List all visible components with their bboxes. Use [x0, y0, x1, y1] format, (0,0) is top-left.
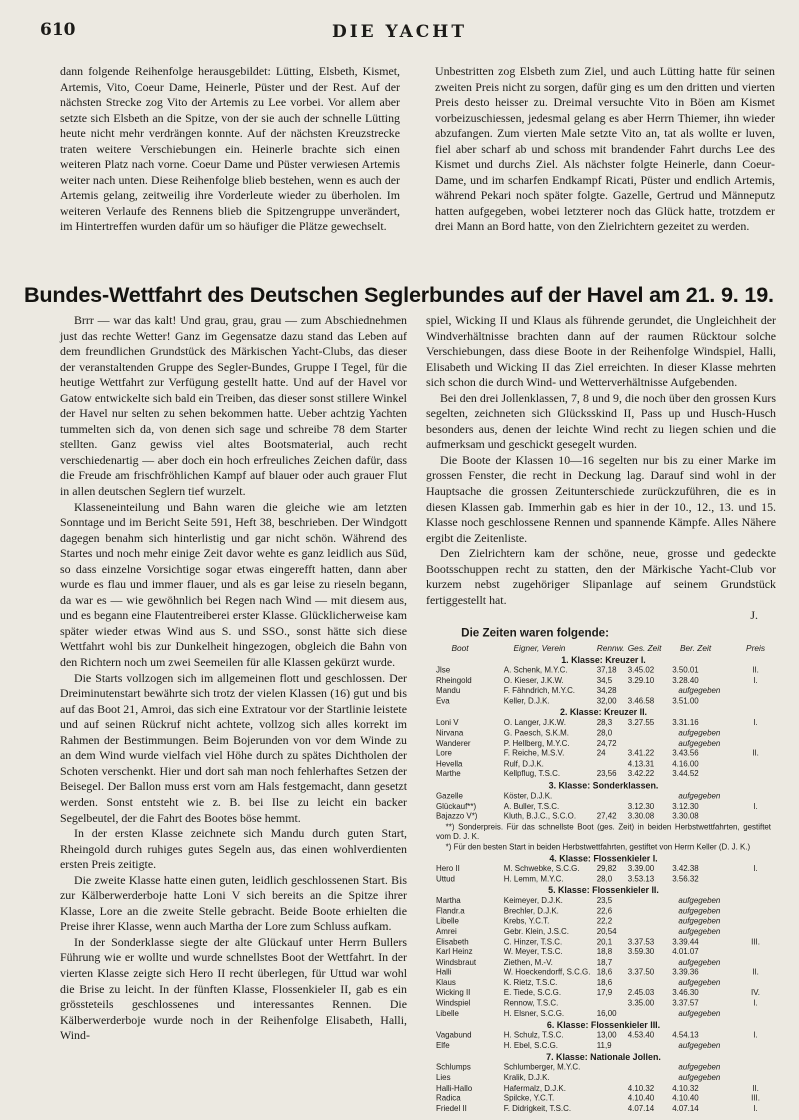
- total-time-cell: 4.10.32: [627, 1083, 655, 1093]
- total-time-cell: 4.07.14: [627, 1104, 655, 1113]
- paragraph: In der Sonderklasse siegte der alte Glückauf unter Herrn Bullers Führung wie er wollte und wurde schnellstes Boot der Wettfahrt. In der vierten Klasse zeigte sich Hero II recht überlegen, für Uttud war wohl die Brise zu leicht. In der fünften Klasse, Flossenkieler II, gab es ein grössteteils geschlossenes und interessantes Rennen. Die Kälberwerderboje wurde noch in der Reihenfolge Elisabeth, Halli, Wind-: [60, 934, 407, 1043]
- prize-cell: III.: [751, 1093, 760, 1103]
- paragraph: In der ersten Klasse zeichnete sich Mandu durch guten Start, Rheingold durch ruhiges gutes Segeln aus, das einen wohlverdienten ersten Preis zeitigte.: [60, 826, 407, 872]
- table-row: [436, 759, 771, 769]
- column-header-length: Rennw.: [596, 643, 625, 654]
- column-header-corrected-time: Ber. Zeit: [680, 643, 712, 654]
- prize-cell: [742, 812, 769, 822]
- boat-cell: Nirvana: [436, 728, 464, 738]
- table-row: [436, 1104, 771, 1114]
- owner-cell: W. Meyer, T.S.C.: [503, 947, 563, 957]
- total-time-cell: aufgegeben: [678, 1063, 721, 1072]
- owner-cell: K. Rietz, T.S.C.: [503, 978, 558, 988]
- total-time-cell: 3.41.22: [627, 749, 655, 758]
- table-row: [436, 917, 771, 927]
- results-body: [436, 654, 771, 1114]
- total-time-cell: 4.10.40: [627, 1093, 655, 1103]
- table-row: [436, 1094, 771, 1104]
- class-heading: 1. Klasse: Kreuzer I.: [561, 655, 646, 665]
- boat-cell: Lore: [436, 749, 452, 758]
- corrected-time-cell: 4.01.07: [672, 947, 699, 957]
- prize-cell: [742, 948, 769, 958]
- boat-cell: Windspiel: [436, 998, 471, 1008]
- boat-cell: Mandu: [436, 686, 461, 695]
- total-time-cell: 3.29.10: [627, 675, 655, 685]
- prize-cell: IV.: [751, 988, 761, 998]
- length-cell: 34,28: [596, 686, 617, 695]
- length-cell: 32,00: [596, 696, 617, 706]
- boat-cell: Hevella: [436, 759, 463, 769]
- total-time-cell: 3.30.08: [627, 812, 655, 821]
- total-time-cell: 3.27.55: [627, 718, 655, 728]
- total-time-cell: aufgegeben: [678, 957, 721, 967]
- total-time-cell: aufgegeben: [678, 916, 721, 926]
- corrected-time-cell: 3.44.52: [672, 769, 699, 779]
- total-time-cell: 4.13.31: [627, 759, 655, 769]
- table-row: [436, 729, 771, 739]
- article-right-column: [426, 313, 776, 624]
- paragraph: Den Zielrichtern kam der schöne, neue, grosse und gedeckte Bootsschuppen recht zu statten, den der Märkische Yacht-Club vor kurzem nebst zugehöriger Slipanlage auf seinem Grundstück fertiggestellt hat.: [426, 546, 776, 607]
- length-cell: 20,54: [596, 927, 617, 936]
- table-row: [436, 948, 771, 958]
- boat-cell: Radica: [436, 1093, 461, 1103]
- results-title: Die Zeiten waren folgende:: [461, 626, 610, 640]
- length-cell: 18,6: [596, 968, 613, 977]
- length-cell: 13,00: [596, 1030, 617, 1040]
- corrected-time-cell: 3.39.44: [672, 937, 699, 947]
- corrected-time-cell: 3.39.36: [672, 968, 699, 977]
- article-left-column: [60, 313, 407, 1044]
- table-row: [436, 958, 771, 968]
- boat-cell: Klaus: [436, 978, 456, 988]
- prize-cell: I.: [753, 864, 758, 873]
- length-cell: [597, 1084, 628, 1094]
- boat-cell: Elfe: [436, 1041, 450, 1050]
- boat-cell: Vagabund: [436, 1030, 472, 1040]
- total-time-cell: 3.37.50: [627, 968, 655, 977]
- owner-cell: Ziethen, M.-V.: [503, 957, 553, 967]
- length-cell: [597, 1094, 628, 1104]
- total-time-cell: 3.39.00: [627, 864, 655, 873]
- total-time-cell: 3.59.30: [627, 947, 655, 957]
- owner-cell: H. Ebel, S.C.G.: [503, 1041, 558, 1050]
- boat-cell: Libelle: [436, 1009, 459, 1018]
- length-cell: 37,18: [596, 665, 617, 675]
- prize-cell: II.: [752, 749, 759, 758]
- owner-cell: E. Tiede, S.C.G.: [503, 988, 562, 998]
- corrected-time-cell: 4.07.14: [672, 1104, 699, 1113]
- table-row: [436, 802, 771, 812]
- owner-cell: H. Lemm, M.Y.C.: [503, 874, 564, 884]
- boat-cell: Glückauf**): [436, 801, 477, 811]
- owner-cell: Keimeyer, D.J.K.: [503, 896, 563, 905]
- total-time-cell: 3.12.30: [627, 801, 655, 811]
- corrected-time-cell: 3.30.08: [672, 812, 699, 821]
- total-time-cell: aufgegeben: [678, 1073, 721, 1083]
- boat-cell: Marthe: [436, 769, 461, 779]
- table-row: [436, 812, 771, 822]
- boat-cell: Loni V: [436, 718, 459, 728]
- corrected-time-cell: 3.56.32: [672, 874, 699, 884]
- table-row: [436, 1041, 771, 1051]
- length-cell: 34,5: [596, 675, 613, 685]
- length-cell: [597, 1073, 628, 1083]
- length-cell: 24,72: [596, 738, 617, 748]
- table-row: [436, 739, 771, 749]
- table-row: [436, 1063, 771, 1073]
- length-cell: 18,6: [596, 978, 613, 988]
- boat-cell: Hero II: [436, 864, 460, 873]
- owner-cell: Kluth, B.J.C., S.C.O.: [503, 812, 577, 821]
- corrected-time-cell: 3.50.01: [672, 665, 699, 675]
- table-row: [436, 999, 771, 1009]
- length-cell: [597, 802, 628, 812]
- table-row: [436, 937, 771, 947]
- owner-cell: O. Kieser, J.K.W.: [503, 675, 564, 685]
- table-row: [436, 896, 771, 906]
- length-cell: 28,0: [596, 874, 613, 884]
- owner-cell: Rulf, D.J.K.: [503, 759, 544, 769]
- boat-cell: Bajazzo V*): [436, 812, 478, 821]
- table-row: [436, 1031, 771, 1041]
- table-row: [436, 666, 771, 676]
- table-row: [436, 978, 771, 988]
- total-time-cell: 3.42.22: [627, 769, 655, 779]
- results-header-row: [436, 642, 771, 654]
- total-time-cell: 3.37.53: [627, 937, 655, 947]
- column-header-owner: Eigner, Verein: [513, 643, 566, 654]
- class-heading: 7. Klasse: Nationale Jollen.: [546, 1052, 661, 1063]
- paragraph: Die Boote der Klassen 10—16 segelten nur bis zu einer Marke im grossen Fenster, die recht in Deckung lag. Darauf sind wohl in der Hauptsache die grossen Zeitunterschiede zurückzuführen, die es in diesen Klassen gab. Immerhin gab es hier in der 10., 12., 13. und 15. Klasse noch geschlossene Rennen und spannende Kämpfe. Alles Nähere ergibt die Zeitenliste.: [426, 452, 776, 545]
- corrected-time-cell: 3.43.56: [672, 749, 699, 758]
- boat-cell: Rheingold: [436, 675, 472, 685]
- total-time-cell: aufgegeben: [678, 686, 721, 695]
- prize-cell: I.: [753, 1030, 758, 1040]
- length-cell: 27,42: [596, 812, 617, 821]
- table-row: [436, 1009, 771, 1019]
- owner-cell: A. Schenk, M.Y.C.: [503, 665, 568, 675]
- table-row: [436, 749, 771, 759]
- table-row: [436, 1073, 771, 1083]
- corrected-time-cell: 3.51.00: [672, 696, 699, 706]
- class-heading: 4. Klasse: Flossenkieler I.: [549, 853, 658, 864]
- length-cell: 23,5: [596, 896, 613, 905]
- boat-cell: Friedel II: [436, 1104, 467, 1113]
- column-header-prize: Preis: [746, 643, 766, 654]
- paragraph: dann folgende Reihenfolge herausgebildet: Lütting, Elsbeth, Kismet, Artemis, Vito, Coeur Dame, Heinerle, Püster und der Rest. Auf der nächsten Strecke zog Vito der Artemis zu Lee vorbei. Vor allem aber setzte sich Elsbeth an die Spitze, von der sie auch der schnelle Lütting heute nicht mehr verdrängen konnte. Auf der nächsten Kreuzstrecke traten weitere Verschiebungen ein. Heinerle brachte sich einen weiteren Platz nach vorne. Coeur Dame und Püster verwiesen Artemis weiter nach unten. Diese Reihenfolge blieb bestehen, wenn es auch der Artemis gelang, zeitweilig ihre Vorderleute wieder zu überholen. Im weiteren Verlaufe des Rennens blieb die Spitzengruppe unverändert, im Hintertreffen wurden dafür um so häufiger die Plätze gewechselt.: [60, 64, 400, 234]
- owner-cell: Rennow, T.S.C.: [503, 998, 559, 1008]
- prize-cell: III.: [751, 937, 760, 947]
- boat-cell: Amrei: [436, 927, 457, 936]
- corrected-time-cell: 3.28.40: [672, 675, 699, 685]
- boat-cell: Libelle: [436, 916, 459, 926]
- table-row: [436, 907, 771, 917]
- boat-cell: Elisabeth: [436, 937, 469, 947]
- table-row: [436, 874, 771, 884]
- table-row: [436, 686, 771, 696]
- owner-cell: F. Fähndrich, M.Y.C.: [503, 686, 576, 695]
- paragraph: Brrr — war das kalt! Und grau, grau, grau — zum Abschiednehmen just das rechte Wetter! Ganz im Gegensatze dazu stand das Leben auf dem freundlichen Grundstück des Märkischen Yacht-Clubs, das dieser der veranstaltenden Gruppe des Segler-Bundes, Gruppe I Tegel, für die heutige Wettfahrt zur Verfügung gestellt hatte. Und auf der Havel vor Gatow entwickelte sich bald ein Treiben, das dieser sonst stillere Winkel der Havel nur selten zu sehen bekommen hatte. Ueber achtzig Yachten tummelten sich da, von denen sich sage und schreibe 78 dem Starter stellten. Ganz gewiss viel altes Bootsmaterial, auch recht verschiedenartig — aber doch ein hoch erfreuliches Zeichen dafür, dass die Freude am frischfröhlichen Kampf auf blauer oder auch grauer Flut in allen deutschen Seglern tief wurzelt.: [60, 313, 407, 499]
- length-cell: [597, 1104, 628, 1114]
- owner-cell: Köster, D.J.K.: [503, 791, 553, 801]
- total-time-cell: aufgegeben: [678, 896, 721, 905]
- prize-cell: [742, 696, 769, 706]
- paragraph: Die zweite Klasse hatte einen guten, leidlich geschlossenen Start. Bis zur Kälberwerderboje hatte Loni V sich bereits an die Spitze ihrer Klasse, Lore an die zweite Stelle gebracht. Beide Boote erhielten die Preise ihrer Klasse, wenn auch Martha der Lore zum Schluss aufkam.: [60, 872, 407, 934]
- footnote: **) Sonderpreis. Für das schnellste Boot (ges. Zeit) in beiden Herbstwettfahrten, gestiftet vom D. J. K.: [436, 822, 772, 842]
- table-row: [436, 1084, 771, 1094]
- boat-cell: Wanderer: [436, 738, 471, 748]
- boat-cell: Gazelle: [436, 791, 463, 801]
- total-time-cell: 3.53.13: [627, 874, 655, 884]
- prize-cell: II.: [752, 1083, 759, 1093]
- prize-cell: I.: [753, 718, 758, 728]
- corrected-time-cell: 3.46.30: [672, 988, 699, 998]
- table-row: [436, 864, 771, 874]
- paragraph: spiel, Wicking II und Klaus als führende gerundet, die Ungleichheit der Windverhältnisse brachten dann auf der raumen Rücktour solche Verschiebungen, dass diese Boote in der Reihenfolge Windspiel, Halli, Elisabeth und Wicking II das Ziel erreichten. In dieser Klasse mehrten sich schon die durch Wind- und Wetterverhältnisse Aufgebenden.: [426, 313, 776, 390]
- paragraph: Klasseneinteilung und Bahn waren die gleiche wie am letzten Sonntage und im Bericht Seite 591, Heft 38, beschrieben. Der Windgott dagegen benahm sich hinterlistig und gar nicht schön. Während des Startes und noch mehr einige Zeit davor wehte es ganz leidlich aus Süd, so dass einzelne Vorsichtige sogar etwas eingerefft hatten, dann aber wurde es flau und immer flauer, und als es gar leise zu rieseln begann, da war es — wie gewöhnlich bei Regen nach Wind — mit diesem aus, und es begann eine Flautentreiberei erster Klasse. Glücklicherweise kam später wieder etwas Wind aus S. und SSO., sonst hätte sich diese Wettfahrt wohl bis zur Dunkelheit hingezogen, obgleich die Bahn von den Richtern noch um zwei Seemeilen für alle Klassen gekürzt wurde.: [60, 499, 407, 670]
- paragraph: Bei den drei Jollenklassen, 7, 8 und 9, die noch über den grossen Kurs segelten, zeichneten sich Glücksskind II, Pass up und Husch-Husch besonders aus, denen der leichte Wind recht zu liegen schien und die aufmerksam und geschickt gesegelt wurden.: [426, 390, 776, 452]
- owner-cell: Kellpflug, T.S.C.: [503, 769, 561, 779]
- running-title: DIE YACHT: [331, 22, 468, 42]
- corrected-time-cell: 3.37.57: [672, 998, 699, 1008]
- owner-cell: P. Hellberg, M.Y.C.: [503, 738, 570, 748]
- table-row: [436, 696, 771, 706]
- length-cell: 22,6: [596, 906, 613, 916]
- length-cell: [597, 999, 628, 1009]
- column-header-total-time: Ges. Zeit: [627, 643, 662, 654]
- length-cell: [597, 792, 628, 802]
- boat-cell: Eva: [436, 696, 450, 706]
- total-time-cell: 3.35.00: [627, 998, 655, 1008]
- total-time-cell: aufgegeben: [678, 728, 721, 738]
- length-cell: [597, 759, 628, 769]
- owner-cell: G. Paesch, S.K.M.: [503, 728, 569, 738]
- length-cell: 28,3: [596, 718, 613, 728]
- length-cell: 11,9: [596, 1041, 612, 1050]
- prize-cell: [742, 770, 769, 780]
- owner-cell: W. Hoeckendorff, S.C.G.: [503, 968, 591, 977]
- owner-cell: Hafermalz, D.J.K.: [503, 1083, 566, 1093]
- corrected-time-cell: 4.10.40: [672, 1093, 699, 1103]
- total-time-cell: aufgegeben: [678, 1009, 721, 1018]
- results-table: [436, 626, 771, 1114]
- total-time-cell: aufgegeben: [678, 1041, 721, 1050]
- prize-cell: I.: [753, 675, 758, 685]
- article-title: Bundes-Wettfahrt des Deutschen Seglerbundes auf der Havel am 21. 9. 19.: [24, 282, 774, 307]
- total-time-cell: aufgegeben: [678, 791, 721, 801]
- table-row: [436, 927, 771, 937]
- owner-cell: Gebr. Klein, J.S.C.: [503, 927, 569, 936]
- class-heading: 3. Klasse: Sonderklassen.: [548, 780, 659, 791]
- owner-cell: Kralik, D.J.K.: [503, 1073, 550, 1083]
- boat-cell: Halli: [436, 968, 452, 977]
- length-cell: [597, 1063, 628, 1073]
- table-row: [436, 989, 771, 999]
- prize-cell: I.: [753, 998, 758, 1008]
- owner-cell: H. Elsner, S.C.G.: [503, 1009, 565, 1018]
- class-heading: 6. Klasse: Flossenkieler III.: [546, 1020, 661, 1031]
- prize-cell: I.: [753, 1104, 758, 1113]
- owner-cell: F. Didrigkeit, T.S.C.: [503, 1104, 572, 1113]
- length-cell: 23,56: [596, 769, 617, 779]
- column-header-boat: Boot: [451, 643, 469, 654]
- total-time-cell: 2.45.03: [627, 988, 655, 998]
- total-time-cell: aufgegeben: [678, 738, 721, 748]
- boat-cell: Wicking II: [436, 988, 471, 998]
- page-number: 610: [40, 20, 76, 40]
- total-time-cell: 3.45.02: [627, 665, 655, 675]
- prize-cell: II.: [752, 665, 759, 675]
- owner-cell: C. Hinzer, T.S.C.: [503, 937, 563, 947]
- total-time-cell: 3.46.58: [627, 696, 655, 706]
- corrected-time-cell: 4.10.32: [672, 1083, 699, 1093]
- boat-cell: Karl Heinz: [436, 947, 473, 957]
- length-cell: 22,2: [596, 916, 613, 926]
- corrected-time-cell: 3.42.38: [672, 864, 699, 873]
- prize-cell: II.: [752, 968, 759, 977]
- footnote: *) Für den besten Start in beiden Herbstwettfahrten, gestiftet von Herrn Keller (D. J. K.): [445, 842, 751, 852]
- owner-cell: Krebs, Y.C.T.: [503, 916, 550, 926]
- length-cell: 28,0: [596, 728, 613, 738]
- boat-cell: Jlse: [436, 665, 451, 675]
- owner-cell: M. Schwebke, S.C.G.: [503, 864, 580, 873]
- boat-cell: Halli-Hallo: [436, 1083, 473, 1093]
- total-time-cell: 4.53.40: [627, 1030, 655, 1040]
- previous-article-right-column: [435, 64, 775, 235]
- owner-cell: O. Langer, J.K.W.: [503, 718, 566, 728]
- prize-cell: [742, 759, 769, 769]
- owner-cell: H. Schulz, T.S.C.: [503, 1030, 564, 1040]
- table-row: [436, 792, 771, 802]
- corrected-time-cell: 3.31.16: [672, 718, 699, 728]
- owner-cell: Spilcke, Y.C.T.: [503, 1093, 555, 1103]
- table-row: [436, 968, 771, 978]
- total-time-cell: aufgegeben: [678, 978, 721, 988]
- table-row: [436, 718, 771, 728]
- author-signature: J.: [750, 608, 758, 623]
- owner-cell: Schlumberger, M.Y.C.: [503, 1063, 581, 1072]
- owner-cell: Brechler, D.J.K.: [503, 906, 559, 916]
- prize-cell: [742, 874, 769, 884]
- boat-cell: Uttud: [436, 874, 455, 884]
- length-cell: 18,7: [596, 957, 613, 967]
- table-row: [436, 676, 771, 686]
- boat-cell: Lies: [436, 1073, 451, 1083]
- corrected-time-cell: 4.16.00: [672, 759, 699, 769]
- length-cell: 17,9: [596, 988, 613, 998]
- corrected-time-cell: 4.54.13: [672, 1030, 699, 1040]
- length-cell: 24: [596, 749, 606, 758]
- length-cell: 29,82: [596, 864, 617, 873]
- boat-cell: Windsbraut: [436, 957, 477, 967]
- paragraph: Die Starts vollzogen sich im allgemeinen flott und geschlossen. Der Dreiminutenstart bewährte sich trotz der vielen Klassen (16) gut und bis auf das Boot 21, Amroi, das sich eine Extratour vor der Startlinie leistete und auf seinen Rückruf nicht achtete, vollzog sich alles korrekt im Rahmen der Bestimmungen. Beim Bojerunden von vor dem Winde zu an dem Wind wurde vielfach viel Höhe durch zu spätes Dichtholen der Schoten verschenkt. Hier und dort sah man noch fehlerhaftes Setzen der Beisegel. Der Ballon muss erst vorn am Hals festgemacht, dann gesetzt werden. Sonst entsteht wie z. B. bei Ilse zu leicht ein backer Segelbeutel, der die Fahrt des Bootes böse hemmt.: [60, 670, 407, 825]
- previous-article-left-column: [60, 64, 400, 235]
- paragraph: Unbestritten zog Elsbeth zum Ziel, und auch Lütting hatte für seinen zweiten Preis nicht zu sorgen, dafür ging es um den dritten und vierten Preis desto heisser zu. Dreimal versuchte Vito in Böen am Kismet vorbeizuschiessen, jedesmal gelang es aber Herrn Thiemer, ihn wieder abzufangen. Zum vierten Male setzte Vito an, tat als wollte er luven, fiel aber scharf ab und schoss mit brandender Fahrt durchs Lee des Kismet und durchs Ziel. Als nächster folgte Heinerle, dann Coeur-Dame, und im scharfen Endkampf Ricati, Püster und endlich Artemis, während Pekari noch später folgte. Gazelle, Gertrud und Männeputz hatten aufgegeben, wobei letzterer noch das Glück hatte, trotzdem er drei Mann an Bord hatte, von den Zielrichtern gezeitet zu werden.: [435, 64, 775, 234]
- owner-cell: Keller, D.J.K.: [503, 696, 550, 706]
- total-time-cell: aufgegeben: [678, 927, 721, 936]
- class-heading: 5. Klasse: Flossenkieler II.: [548, 885, 659, 896]
- class-heading: 2. Klasse: Kreuzer II.: [559, 707, 648, 718]
- length-cell: 18,8: [596, 947, 613, 957]
- prize-cell: I.: [753, 801, 758, 811]
- owner-cell: A. Buller, T.S.C.: [503, 801, 560, 811]
- corrected-time-cell: 3.12.30: [672, 801, 699, 811]
- table-row: [436, 770, 771, 780]
- owner-cell: F. Reiche, M.S.V.: [503, 749, 565, 758]
- length-cell: 20,1: [596, 937, 613, 947]
- length-cell: 16,00: [596, 1009, 617, 1018]
- boat-cell: Flandr.a: [436, 906, 465, 916]
- total-time-cell: aufgegeben: [678, 906, 721, 916]
- boat-cell: Martha: [436, 896, 461, 905]
- boat-cell: Schlumps: [436, 1063, 471, 1072]
